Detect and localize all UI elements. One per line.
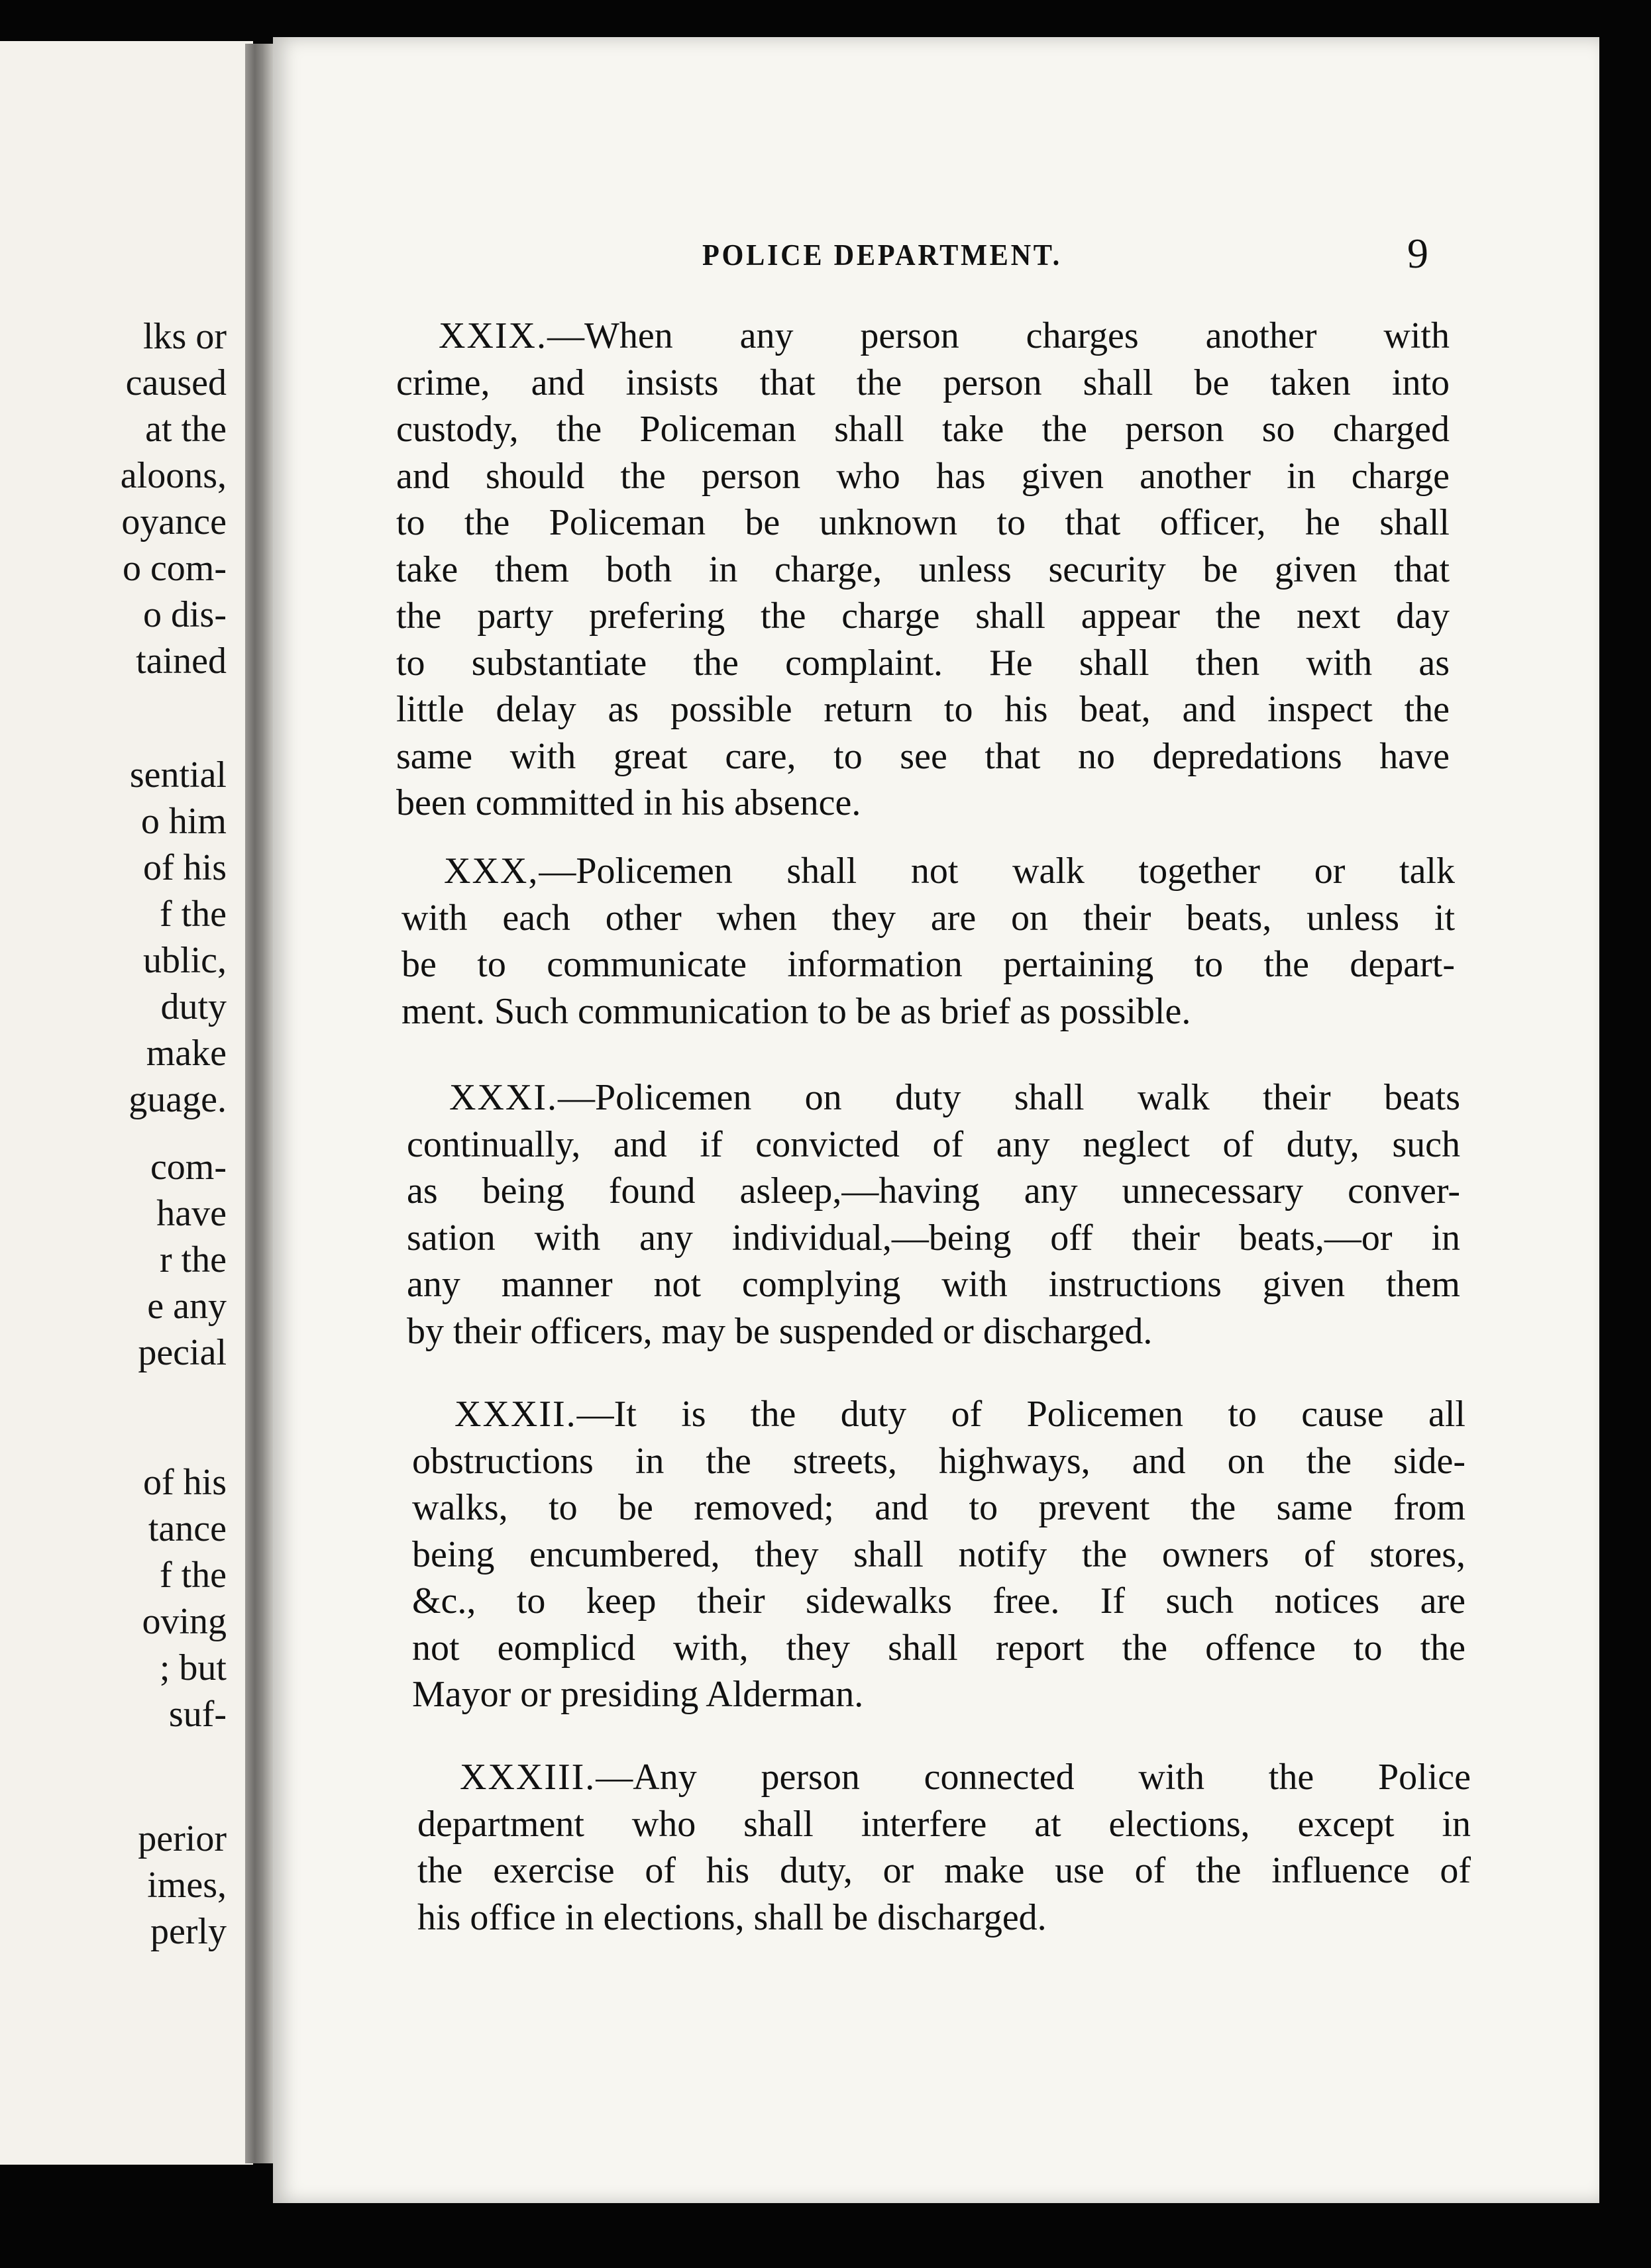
left-fragment: e any — [147, 1286, 227, 1327]
article-numeral: XXXII. — [454, 1394, 577, 1435]
article-line: sation with any individual,—being off their beats,—or in — [407, 1217, 1460, 1259]
left-fragment: of his — [143, 1462, 227, 1503]
article-line: the exercise of his duty, or make use of the influence of — [417, 1850, 1471, 1891]
page-number: 9 — [1407, 230, 1428, 277]
left-fragment: f the — [159, 894, 227, 935]
left-fragment: oving — [142, 1601, 227, 1642]
article-line: XXXII.—It is the duty of Policemen to cause all — [454, 1394, 1465, 1435]
left-fragment: guage. — [129, 1079, 227, 1120]
article-xxix — [396, 313, 1450, 827]
left-fragment: oyance — [121, 501, 227, 542]
left-fragment: pecial — [138, 1332, 227, 1373]
running-head — [431, 205, 1438, 277]
left-fragment: aloons, — [120, 455, 227, 496]
article-line: Mayor or presiding Alderman. — [412, 1674, 864, 1715]
left-fragment: perly — [150, 1911, 227, 1952]
left-fragment: com- — [150, 1147, 227, 1188]
left-fragment: r the — [159, 1239, 227, 1280]
left-fragment: tance — [148, 1508, 227, 1549]
article-line: by their officers, may be suspended or discharged. — [407, 1310, 1153, 1352]
article-line: XXX,—Policemen shall not walk together or talk — [444, 850, 1455, 892]
left-fragment: f the — [159, 1555, 227, 1596]
article-line: being encumbered, they shall notify the owners of stores, — [412, 1533, 1465, 1575]
article-line: same with great care, to see that no depredations have — [396, 735, 1450, 777]
left-fragment: have — [156, 1193, 227, 1234]
article-xxxi — [407, 1074, 1460, 1355]
article-xxx — [401, 848, 1455, 1035]
left-fragment: sential — [129, 754, 227, 796]
article-numeral: XXXIII. — [460, 1757, 596, 1798]
article-line: and should the person who has given another in charge — [396, 455, 1450, 497]
article-line: obstructions in the streets, highways, and on the side- — [412, 1440, 1465, 1482]
left-fragment: make — [146, 1033, 227, 1074]
article-line: ment. Such communication to be as brief as possible. — [401, 990, 1191, 1032]
left-fragment: ublic, — [143, 940, 227, 981]
article-line: the party prefering the charge shall appear the next day — [396, 595, 1450, 637]
article-line: XXXI.—Policemen on duty shall walk their beats — [449, 1077, 1460, 1118]
book-gutter — [245, 44, 277, 2163]
article-line: with each other when they are on their beats, unless it — [401, 897, 1455, 939]
article-line: as being found asleep,—having any unnecessary conver- — [407, 1170, 1460, 1211]
left-fragment: o dis- — [143, 594, 227, 635]
article-numeral: XXXI. — [449, 1077, 558, 1118]
article-line: walks, to be removed; and to prevent the same from — [412, 1487, 1465, 1528]
left-fragment: lks or — [143, 316, 227, 357]
article-xxxii — [412, 1391, 1465, 1718]
left-fragment: perior — [138, 1818, 227, 1859]
article-line: not eomplicd with, they shall report the offence to the — [412, 1627, 1465, 1669]
article-line: crime, and insists that the person shall be taken into — [396, 362, 1450, 403]
article-line: continually, and if convicted of any neglect of duty, such — [407, 1123, 1460, 1165]
article-line: XXXIII.—Any person connected with the Police — [460, 1757, 1471, 1798]
article-line: &c., to keep their sidewalks free. If such notices are — [412, 1580, 1465, 1622]
left-fragment: at the — [145, 409, 227, 450]
article-numeral: XXIX. — [439, 315, 547, 356]
left-fragment: of his — [143, 847, 227, 888]
left-fragment: o him — [140, 801, 227, 842]
left-fragment: duty — [160, 986, 227, 1027]
left-fragment: suf- — [168, 1694, 227, 1735]
article-xxxiii — [417, 1754, 1471, 1941]
left-page — [0, 41, 253, 2165]
left-fragment: ; but — [159, 1647, 227, 1688]
article-line: department who shall interfere at elections, except in — [417, 1803, 1471, 1845]
article-line: to substantiate the complaint. He shall then with as — [396, 642, 1450, 684]
article-numeral: XXX, — [444, 850, 539, 892]
left-fragment: imes, — [147, 1865, 227, 1906]
left-fragment: o com- — [122, 548, 227, 589]
article-line: his office in elections, shall be discharged. — [417, 1896, 1047, 1938]
left-fragment: tained — [136, 641, 227, 682]
article-line: to the Policeman be unknown to that officer, he shall — [396, 502, 1450, 543]
article-line: take them both in charge, unless security be given that — [396, 548, 1450, 590]
page-header-title: POLICE DEPARTMENT. — [702, 238, 1062, 272]
left-fragment: caused — [125, 362, 227, 403]
article-line: custody, the Policeman shall take the person so charged — [396, 409, 1450, 450]
article-line: been committed in his absence. — [396, 782, 861, 823]
article-line: XXIX.—When any person charges another with — [439, 315, 1450, 356]
article-line: little delay as possible return to his beat, and inspect the — [396, 689, 1450, 730]
article-line: any manner not complying with instructions given them — [407, 1264, 1460, 1305]
article-line: be to communicate information pertaining to the depart- — [401, 944, 1455, 985]
